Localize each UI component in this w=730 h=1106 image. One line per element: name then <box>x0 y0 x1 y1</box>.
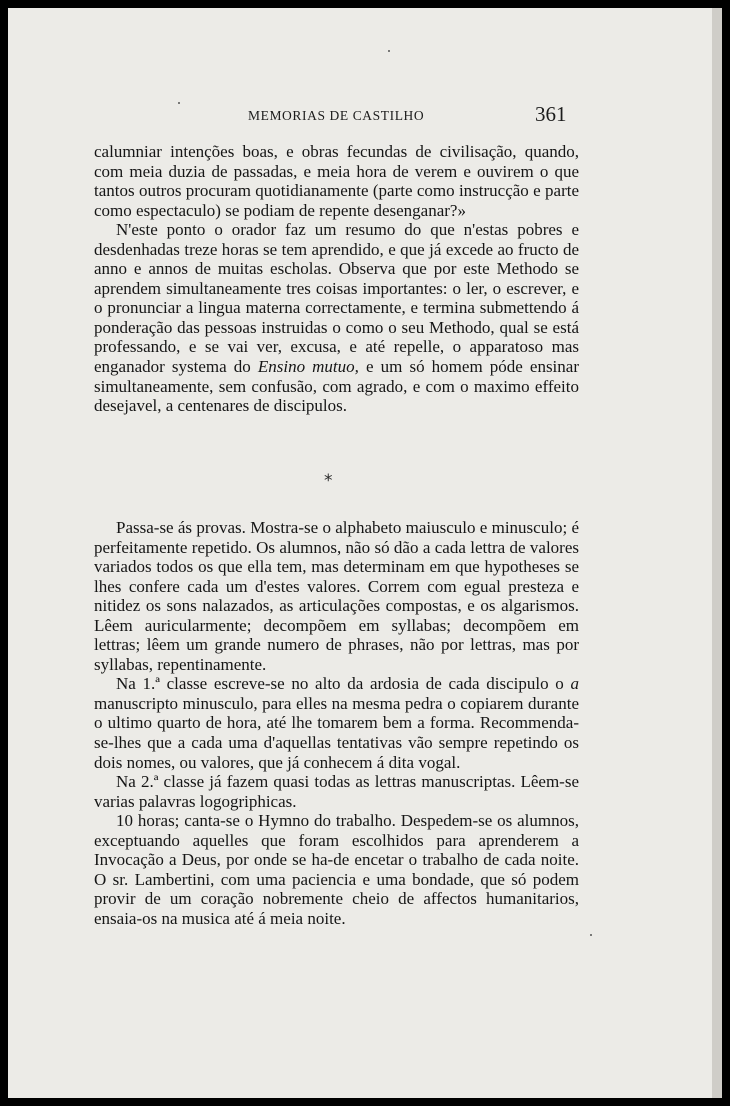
section-divider-asterisk: * <box>324 471 333 491</box>
text-block-first <box>94 142 579 416</box>
text-run: Na 1.ª classe escreve-se no alto da ardosia de cada discipulo o <box>116 674 571 694</box>
text-block-second <box>94 518 579 928</box>
scanned-page <box>8 8 722 1098</box>
text-run: Passa-se ás provas. Mostra-se o alphabeto maiusculo e minusculo; é perfeitamente repetido. Os alumnos, não só dão a cada lettra de valores variados todos os que ella tem, mas determinam em que hypotheses se lhes confere cada um d'estes valores. Correm com egual presteza e nitidez os sons nalazados, as articulações compostas, e os algarismos. Lêem auricularmente; decompõem em syllabas; decompõem em lettras; lêem um grande numero de phrases, não por lettras, mas por syllabas, repentinamente. <box>94 518 579 674</box>
italic-text: a <box>570 674 579 694</box>
paragraph <box>94 674 579 772</box>
running-title: MEMORIAS DE CASTILHO <box>248 108 425 123</box>
paragraph <box>94 811 579 928</box>
paragraph <box>94 518 579 674</box>
paragraph <box>94 772 579 811</box>
paragraph <box>94 220 579 415</box>
page-number: 361 <box>535 102 567 126</box>
italic-text: Ensino mutuo, <box>257 357 359 377</box>
text-run: manuscripto minusculo, para elles na mesma pedra o copiarem durante o ultimo quarto de hora, até lhe tomarem bem a forma. Recommenda-se-lhes que a cada uma d'aquellas tentativas vão sempre repetindo os dois nomes, ou valores, que já conhecem á dita vogal. <box>94 693 579 772</box>
paragraph <box>94 142 579 220</box>
text-run: Na 2.ª classe já fazem quasi todas as lettras manuscriptas. Lêem-se varias palavras logogriphicas. <box>94 772 579 811</box>
print-speck <box>590 934 592 936</box>
text-run: e um só homem póde ensinar simultaneamente, sem confusão, com agrado, e com o maximo effeito desejavel, a centenares de discipulos. <box>94 357 579 416</box>
page-edge-shadow <box>712 8 722 1098</box>
text-run: N'este ponto o orador faz um resumo do que n'estas pobres e desdenhadas treze horas se tem aprendido, e que já excede ao fructo de anno e annos de muitas escholas. Observa que por este Methodo se aprendem simultaneamente tres coisas importantes: o ler, o escrever, e o pronunciar a lingua materna correctamente, e termina submettendo á ponderação das pessoas instruidas o como o seu Methodo, qual se está professando, e se vai ver, excusa, e até repelle, o apparatoso mas enganador systema do <box>94 220 579 377</box>
text-run: calumniar intenções boas, e obras fecundas de civilisação, quando, com meia duzia de passadas, e meia hora de verem e ouvirem o que tantos outros procuram quotidianamente (parte como instrucção e parte como espectaculo) se podiam de repente desenganar?» <box>94 142 579 220</box>
print-speck <box>388 50 390 52</box>
text-run: 10 horas; canta-se o Hymno do trabalho. Despedem-se os alumnos, exceptuando aquelles que foram escolhidos para aprenderem a Invocação a Deus, por onde se ha-de encetar o trabalho de cada noite. O sr. Lambertini, com uma paciencia e uma bondade, que só podem provir de um coração nobremente cheio de affectos humanitarios, ensaia-os na musica até á meia noite. <box>94 811 579 928</box>
print-speck <box>178 102 180 104</box>
